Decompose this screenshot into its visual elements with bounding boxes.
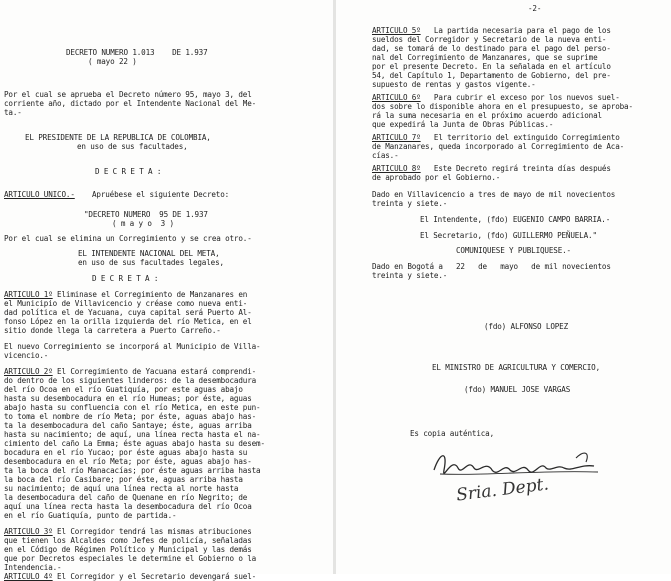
left-page-line: en uso de sus facultades, bbox=[77, 142, 188, 151]
left-page-line: D E C R E T A : bbox=[92, 274, 159, 283]
left-page-line: abajo hasta su confluencia con el río Metica, en este pun- bbox=[4, 403, 261, 412]
left-page bbox=[0, 0, 333, 581]
left-page-line: ARTICULO 1º Eliminase el Corregimiento de Manzanares en bbox=[4, 290, 248, 299]
left-page-line: Por el cual se elimina un Corregimiento y se crea otro.- bbox=[4, 234, 252, 243]
right-page-line: (fdo) MANUEL JOSE VARGAS bbox=[464, 385, 571, 394]
left-page-line: hasta su nacimiento; de aquí, una línea recta hasta el na- bbox=[4, 430, 261, 439]
left-page-line: fonso López en la orilla izquierda del río Metica, en el bbox=[4, 317, 252, 326]
right-page-line: treinta y siete.- bbox=[372, 271, 448, 280]
left-page-line: EL PRESIDENTE DE LA REPUBLICA DE COLOMBIA, bbox=[25, 133, 211, 142]
right-page-line: ARTICULO 8º Este Decreto regirá treinta días después bbox=[372, 164, 611, 173]
right-page-line: ARTICULO 6º Para cubrir el exceso por los nuevos suel- bbox=[372, 93, 620, 102]
left-page-line: ARTICULO 4º El Corregidor y el Secretario devengará suel- bbox=[4, 572, 257, 581]
signature-subline: Sria. Dept. bbox=[455, 474, 550, 506]
left-page-line: Intendencia.- bbox=[4, 563, 62, 572]
right-page-line: supuesto de rentas y gastos vigente.- bbox=[372, 80, 536, 89]
right-page-line: -2- bbox=[528, 4, 542, 13]
right-page-line: de Manzanares, queda incorporado al Corregimiento de Aca- bbox=[372, 142, 625, 151]
left-page-line: la desembocadura del caño de Quenane en río Negrito; de bbox=[4, 493, 248, 502]
right-page-line: El Secretario, (fdo) GUILLERMO PEÑUELA." bbox=[420, 231, 597, 240]
left-page-line: Apruébese el siguiente Decreto: bbox=[92, 190, 230, 199]
left-page-line: en el Código de Régimen Político y Municipal y las demás bbox=[4, 545, 252, 554]
left-page-line: aquí una línea recta hasta la desembocadura del río Ocoa bbox=[4, 502, 252, 511]
right-page-line: El Intendente, (fdo) EUGENIO CAMPO BARRIA.- bbox=[420, 215, 611, 224]
right-page bbox=[336, 0, 671, 574]
left-page-line: ARTICULO 2º El Corregimiento de Yacuana estará comprendi- bbox=[4, 367, 257, 376]
right-page-line: cías.- bbox=[372, 151, 399, 160]
left-page-line: hasta su desembocadura en el río Humeas; por éste, aguas bbox=[4, 394, 252, 403]
left-page-line: ta la desembocadura del caño Santaye; éste, aguas arriba bbox=[4, 421, 252, 430]
left-page-line: que tienen los Alcaldes como Jefes de policía, señaladas bbox=[4, 536, 252, 545]
right-page-line: dad, se tomará de lo destinado para el pago del perso- bbox=[372, 44, 611, 53]
left-page-line: el Municipio de Villavicencio y créase como nueva enti- bbox=[4, 299, 248, 308]
right-page-line: que expedirá la Junta de Obras Públicas.- bbox=[372, 120, 554, 129]
right-page-line: COMUNIQUESE Y PUBLIQUESE.- bbox=[456, 246, 571, 255]
left-page-line: to toma el nombre de río Meta; por éste, aguas abajo has- bbox=[4, 412, 257, 421]
right-page-line: ARTICULO 5º La partida necesaria para el pago de los bbox=[372, 26, 611, 35]
left-page-line: que por Decretos especiales le determine el Gobierno o la bbox=[4, 554, 257, 563]
left-page-line: en el río Guatiquía, punto de partida.- bbox=[4, 511, 177, 520]
left-page-line: bocadura en el río Yucao; por éste aguas abajo hasta su bbox=[4, 448, 248, 457]
right-page-line: EL MINISTRO DE AGRICULTURA Y COMERCIO, bbox=[432, 363, 601, 372]
left-page-line: ta la boca del río Manacacías; por éste aguas arriba hasta bbox=[4, 466, 261, 475]
left-page-line: en uso de sus facultades legales, bbox=[78, 258, 224, 267]
left-page-line: El nuevo Corregimiento se incorporá al Municipio de Villa- bbox=[4, 342, 261, 351]
left-page-line: DECRETO NUMERO 1.013 DE 1.937 bbox=[66, 48, 208, 57]
left-page-line: cimiento del caño La Emma; éste aguas abajo hasta su desem- bbox=[4, 439, 265, 448]
right-page-line: de aprobado por el Gobierno.- bbox=[372, 173, 501, 182]
right-page-line: sueldos del Corregidor y Secretario de la nueva enti- bbox=[372, 35, 607, 44]
right-page-line: Es copia auténtica, bbox=[410, 429, 495, 438]
right-page-line: 54, del Capítulo 1, Departamento de Gobierno, del pre- bbox=[372, 71, 611, 80]
left-page-line: D E C R E T A : bbox=[95, 167, 162, 176]
right-page-line: Dado en Bogotá a 22 de mayo de mil novecientos bbox=[372, 262, 611, 271]
right-page-line: ARTICULO 7º El territorio del extinguido Corregimiento bbox=[372, 133, 620, 142]
left-page-line: corriente año, dictado por el Intendente Nacional del Me- bbox=[4, 99, 257, 108]
left-page-line: EL INTENDENTE NACIONAL DEL META, bbox=[78, 249, 220, 258]
left-page-line: do dentro de los siguientes linderos: de la desembocadura bbox=[4, 376, 257, 385]
left-page-line: del río Ocoa en el río Guatiquía, por este aguas abajo bbox=[4, 385, 243, 394]
left-page-line: vicencio.- bbox=[4, 351, 49, 360]
left-page-line: ( m a y o 3 ) bbox=[112, 219, 174, 228]
right-page-line: por el presente Decreto. En la señalada en el artículo bbox=[372, 62, 611, 71]
right-page-line: rá la suma necesaria en el próximo acuerdo adicional bbox=[372, 111, 602, 120]
left-page-line: Por el cual se aprueba el Decreto número 95, mayo 3, del bbox=[4, 90, 252, 99]
left-page-line: dad política el de Yacuana, cuya capital será Puerto Al- bbox=[4, 308, 252, 317]
right-page-line: nal del Corregimiento de Manzanares, que se suprime bbox=[372, 53, 598, 62]
left-page-line: sitio donde llega la carretera a Puerto Carreño.- bbox=[4, 326, 221, 335]
left-page-line: ( mayo 22 ) bbox=[88, 57, 137, 66]
left-page-line: la boca del río Casibare; por éste, aguas arriba hasta bbox=[4, 475, 243, 484]
right-page-line: dos sobre lo disponible ahora en el presupuesto, se aproba- bbox=[372, 102, 633, 111]
left-page-line: desembocadura en el río Meta; por éste, aguas abajo has- bbox=[4, 457, 252, 466]
left-page-line: su nacimiento; de aquí una línea recta al norte hasta bbox=[4, 484, 239, 493]
left-page-line: ta.- bbox=[4, 108, 22, 117]
left-page-line: "DECRETO NUMERO 95 DE 1.937 bbox=[84, 210, 208, 219]
right-page-line: Dado en Villavicencio a tres de mayo de mil novecientos bbox=[372, 190, 616, 199]
right-page-line: (fdo) ALFONSO LOPEZ bbox=[484, 322, 569, 331]
left-page-line: ARTICULO 3º El Corregidor tendrá las mismas atribuciones bbox=[4, 527, 252, 536]
right-page-line: treinta y siete.- bbox=[372, 199, 448, 208]
left-page-line: ARTICULO UNICO.- bbox=[4, 190, 75, 199]
